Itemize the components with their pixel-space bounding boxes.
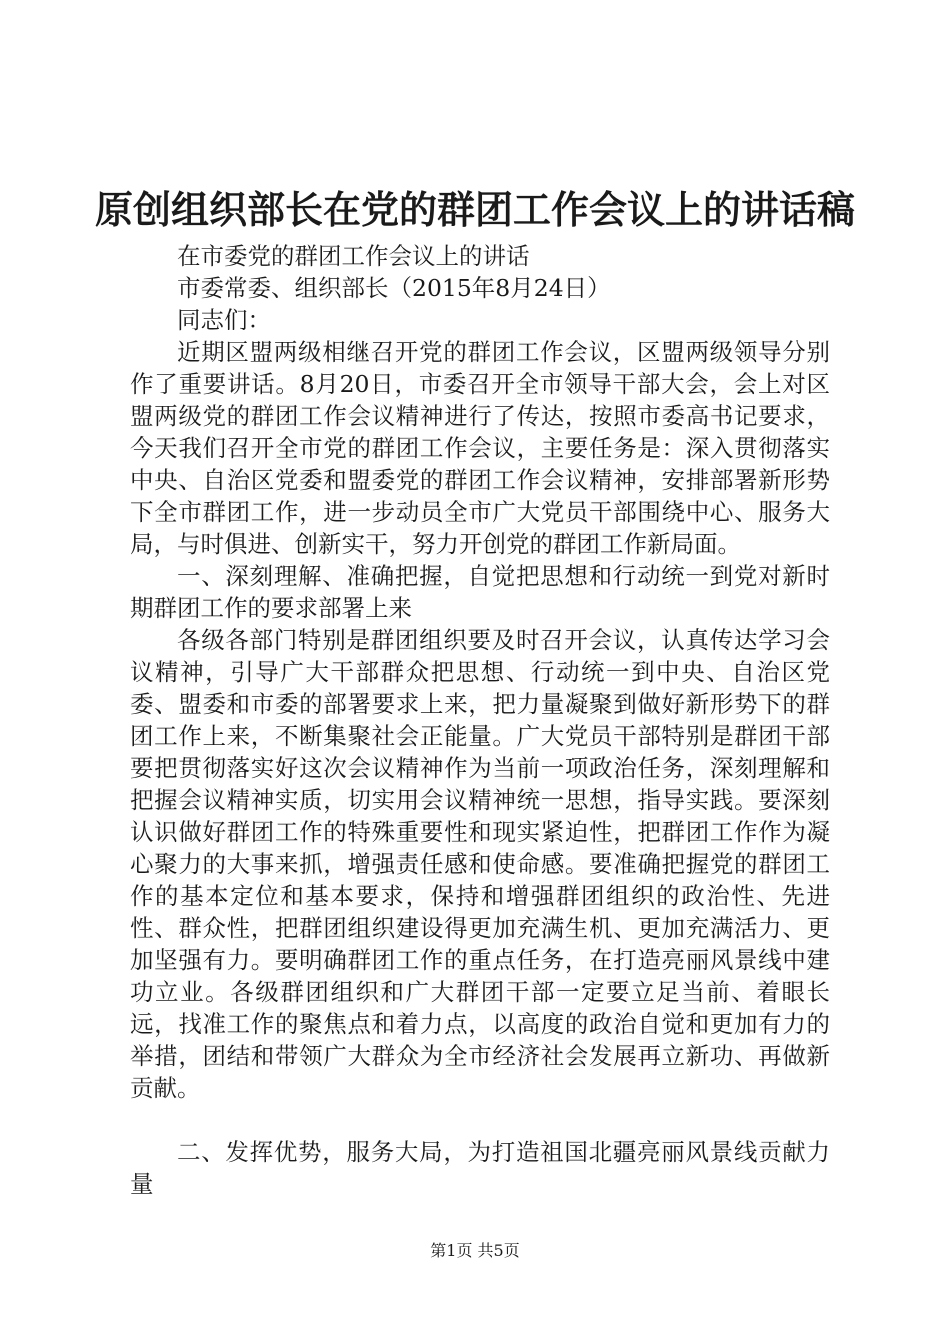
speaker-line: 市委常委、组织部长（2015年8月24日） [177,274,611,302]
document-body [130,240,830,1200]
section-heading-1: 一、深刻理解、准确把握，自觉把思想和行动统一到党对新时期群团工作的要求部署上来 [130,562,830,622]
section-heading-2: 二、发挥优势，服务大局，为打造祖国北疆亮丽风景线贡献力量 [130,1138,830,1198]
section-1-paragraph: 各级各部门特别是群团组织要及时召开会议，认真传达学习会议精神，引导广大干部群众把思想、行动统一到中央、自治区党委、盟委和市委的部署要求上来，把力量凝聚到做好新形势下的群团工作上来，不断集聚社会正能量。广大党员干部特别是群团干部要把贯彻落实好这次会议精神作为当前一项政治任务，深刻理解和把握会议精神实质，切实用会议精神统一思想，指导实践。要深刻认识做好群团工作的特殊重要性和现实紧迫性，把群团工作作为凝心聚力的大事来抓，增强责任感和使命感。要准确把握党的群团工作的基本定位和基本要求，保持和增强群团组织的政治性、先进性、群众性，把群团组织建设得更加充满生机、更加充满活力、更加坚强有力。要明确群团工作的重点任务，在打造亮丽风景线中建功立业。各级群团组织和广大群团干部一定要立足当前、着眼长远，找准工作的聚焦点和着力点，以高度的政治自觉和更加有力的举措，团结和带领广大群众为全市经济社会发展再立新功、再做新贡献。 [130,626,830,1102]
intro-paragraph: 近期区盟两级相继召开党的群团工作会议，区盟两级领导分别作了重要讲话。8月20日，市委召开全市领导干部大会，会上对区盟两级党的群团工作会议精神进行了传达，按照市委高书记要求，今天我们召开全市党的群团工作会议，主要任务是：深入贯彻落实中央、自治区党委和盟委党的群团工作会议精神，安排部署新形势下全市群团工作，进一步动员全市广大党员干部围绕中心、服务大局，与时俱进、创新实干，努力开创党的群团工作新局面。 [130,338,830,558]
page-number-footer: 第1页 共5页 [430,1241,520,1260]
document-title: 原创组织部长在党的群团工作会议上的讲话稿 [94,188,855,232]
salutation: 同志们： [177,306,271,334]
speech-heading: 在市委党的群团工作会议上的讲话 [177,242,530,270]
